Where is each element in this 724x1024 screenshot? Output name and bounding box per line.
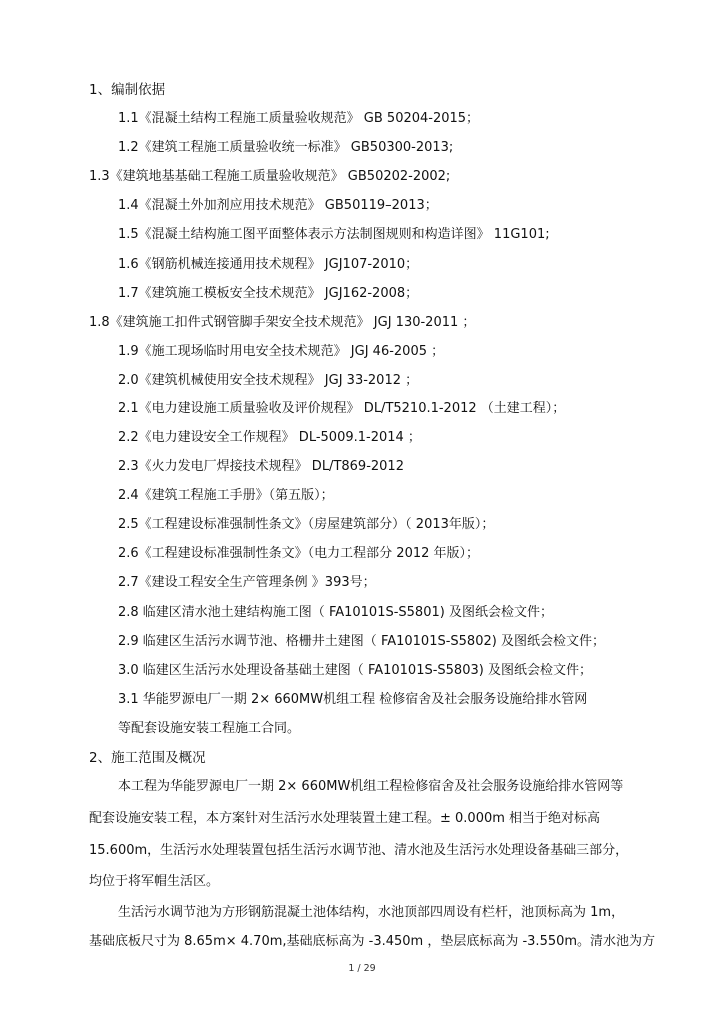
reference-item: 2.4《建筑工程施工手册》（第五版）； [118, 488, 334, 503]
section-heading-basis: 1、编制依据 [89, 82, 166, 98]
reference-item: 2.3《火力发电厂焊接技术规程》 DL/T869-2012 [118, 459, 404, 474]
page-number: 1 / 29 [348, 963, 376, 974]
reference-item: 2.8 临建区清水池土建结构施工图（ FA10101S-S5801) 及图纸会检文件； [118, 605, 553, 620]
section-heading-scope: 2、施工范围及概况 [89, 750, 206, 766]
reference-item: 3.1 华能罗源电厂一期 2× 660MW机组工程 检修宿舍及社会服务设施给排水管网 [118, 692, 588, 707]
reference-item: 2.9 临建区生活污水调节池、格栅井土建图（ FA10101S-S5802) 及图纸会检文件； [118, 634, 605, 649]
reference-item: 1.1《混凝土结构工程施工质量验收规范》 GB 50204-2015； [118, 111, 480, 126]
paragraph-line: 基础底板尺寸为 8.65m× 4.70m,基础底标高为 -3.450m ，垫层底标高为 -3.550m。清水池为方 [89, 934, 656, 949]
reference-item: 2.7《建设工程安全生产管理条例 》393号； [118, 575, 376, 590]
reference-continuation: 等配套设施安装工程施工合同。 [118, 721, 301, 736]
reference-item: 1.9《施工现场临时用电安全技术规范》 JGJ 46-2005 ； [118, 344, 445, 359]
reference-item: 2.2《电力建设安全工作规程》 DL-5009.1-2014 ； [118, 430, 421, 445]
reference-item: 1.7《建筑施工模板安全技术规范》 JGJ162-2008； [118, 286, 419, 301]
reference-item: 1.4《混凝土外加剂应用技术规范》 GB50119–2013； [118, 198, 438, 213]
paragraph-line: 本工程为华能罗源电厂一期 2× 660MW机组工程检修宿舍及社会服务设施给排水管网等 [118, 779, 624, 794]
reference-item: 1.6《钢筋机械连接通用技术规程》 JGJ107-2010； [118, 257, 419, 272]
reference-item: 3.0 临建区生活污水处理设备基础土建图（ FA10101S-S5803) 及图纸会检文件； [118, 663, 592, 678]
reference-item: 1.8《建筑施工扣件式钢管脚手架安全技术规范》 JGJ 130-2011 ； [89, 315, 476, 330]
reference-item: 1.2《建筑工程施工质量验收统一标准》 GB50300-2013; [118, 140, 454, 155]
reference-item: 2.6《工程建设标准强制性条文》（电力工程部分 2012 年版）； [118, 546, 480, 561]
reference-item: 1.5《混凝土结构施工图平面整体表示方法制图规则和构造详图》 11G101; [118, 227, 550, 242]
reference-item: 2.5《工程建设标准强制性条文》（房屋建筑部分）（ 2013年版）； [118, 517, 495, 532]
paragraph-line: 15.600m，生活污水处理装置包括生活污水调节池、清水池及生活污水处理设备基础三部分， [89, 843, 629, 858]
reference-item: 1.3《建筑地基基础工程施工质量验收规范》 GB50202-2002; [89, 169, 451, 184]
paragraph-line: 均位于将军帽生活区。 [89, 874, 220, 889]
paragraph-line: 生活污水调节池为方形钢筋混凝土池体结构，水池顶部四周设有栏杆，池顶标高为 1m， [118, 905, 625, 920]
paragraph-line: 配套设施安装工程，本方案针对生活污水处理装置土建工程。± 0.000m 相当于绝对标高 [89, 811, 601, 826]
reference-item: 2.1《电力建设施工质量验收及评价规程》 DL/T5210.1-2012 （土建工程）； [118, 401, 566, 416]
reference-item: 2.0《建筑机械使用安全技术规程》 JGJ 33-2012 ； [118, 373, 419, 388]
